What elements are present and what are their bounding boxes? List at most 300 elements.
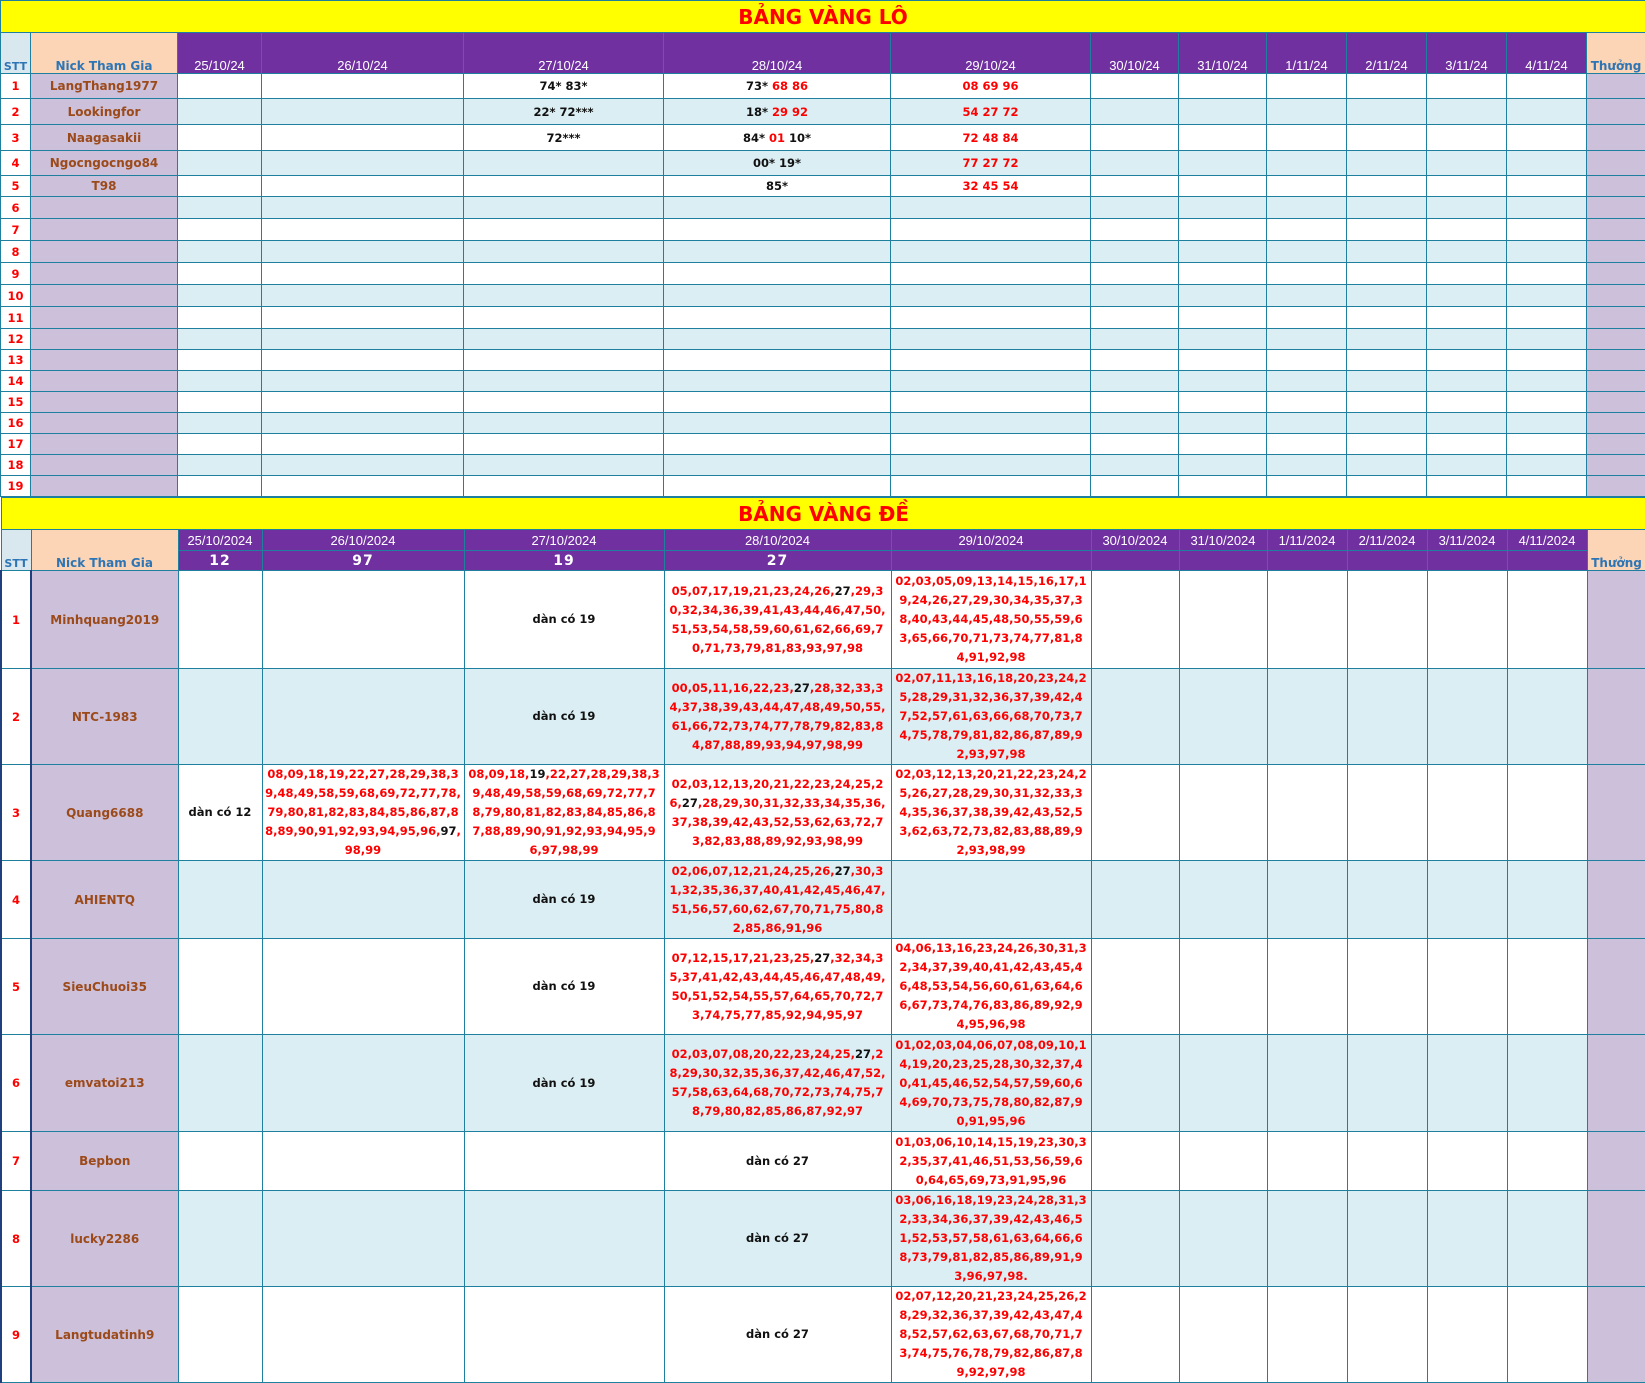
nick-name: Minhquang2019 <box>31 571 178 669</box>
result-number <box>1267 551 1347 571</box>
stt-header: STT <box>1 530 31 571</box>
data-cell <box>1427 861 1507 939</box>
data-cell <box>1091 307 1179 329</box>
nick-header: Nick Tham Gia <box>31 530 178 571</box>
nick-name <box>31 350 178 371</box>
data-cell <box>1427 350 1507 371</box>
data-cell <box>1347 371 1427 392</box>
data-cell <box>1091 99 1179 125</box>
row-number: 3 <box>1 125 31 151</box>
result-number <box>891 551 1091 571</box>
data-cell <box>1267 1035 1347 1132</box>
nick-name: AHIENTQ <box>31 861 178 939</box>
data-cell <box>1507 371 1587 392</box>
data-cell <box>1091 571 1179 669</box>
data-cell <box>262 413 464 434</box>
data-cell <box>262 285 464 307</box>
data-cell <box>464 455 664 476</box>
cell-text: 32 45 54 <box>962 179 1018 193</box>
date-header: 2/11/24 <box>1347 33 1427 74</box>
table-row <box>1 1287 1645 1383</box>
data-cell <box>178 1035 262 1132</box>
nick-name <box>31 371 178 392</box>
data-cell <box>1267 176 1347 197</box>
table-row <box>1 571 1645 669</box>
data-cell <box>891 263 1091 285</box>
data-cell <box>464 1132 664 1191</box>
date-header: 28/10/24 <box>664 33 891 74</box>
date-header: 25/10/2024 <box>178 530 262 551</box>
data-cell <box>262 329 464 350</box>
data-cell <box>1507 151 1587 176</box>
data-cell <box>1507 99 1587 125</box>
cell-text: 68 86 <box>772 79 808 93</box>
row-number: 1 <box>1 571 31 669</box>
data-cell <box>664 329 891 350</box>
data-cell <box>891 1287 1091 1383</box>
data-cell <box>464 1035 664 1132</box>
date-header: 26/10/24 <box>262 33 464 74</box>
table-row <box>1 99 1645 125</box>
data-cell <box>664 1287 891 1383</box>
row-number: 4 <box>1 861 31 939</box>
row-number: 7 <box>1 1132 31 1191</box>
nick-name: T98 <box>31 176 178 197</box>
data-cell <box>1267 285 1347 307</box>
data-cell <box>178 285 262 307</box>
date-header: 1/11/24 <box>1267 33 1347 74</box>
cell-text: ,32,34,35,37,41,42,43,44,45,46,47,48,49,50,51,52,54,55,57,64,65,70,72,73,74,75,77,85,92,94,95,97 <box>669 951 885 1022</box>
cell-text: dàn có 19 <box>533 892 596 906</box>
data-cell <box>664 1132 891 1191</box>
data-cell <box>1267 125 1347 151</box>
data-cell <box>664 476 891 497</box>
date-header: 4/11/24 <box>1507 33 1587 74</box>
data-cell <box>891 307 1091 329</box>
row-number: 3 <box>1 765 31 861</box>
data-cell <box>891 74 1091 99</box>
table-row <box>1 413 1645 434</box>
data-cell <box>464 125 664 151</box>
nick-name <box>31 329 178 350</box>
thuong-cell <box>1587 285 1645 307</box>
result-number: 19 <box>464 551 664 571</box>
row-number: 7 <box>1 219 31 241</box>
table-row <box>1 125 1645 151</box>
data-cell <box>1427 1287 1507 1383</box>
data-cell <box>664 765 891 861</box>
data-cell <box>464 329 664 350</box>
data-cell <box>1427 939 1507 1035</box>
cell-text: ,98,99 <box>345 824 461 857</box>
data-cell <box>1091 263 1179 285</box>
date-header: 31/10/24 <box>1179 33 1267 74</box>
data-cell <box>464 219 664 241</box>
date-header: 2/11/2024 <box>1347 530 1427 551</box>
table-row <box>1 434 1645 455</box>
data-cell <box>1507 219 1587 241</box>
date-header: 25/10/24 <box>178 33 262 74</box>
data-cell <box>1347 350 1427 371</box>
table-row <box>1 219 1645 241</box>
date-header: 3/11/2024 <box>1427 530 1507 551</box>
thuong-cell <box>1587 197 1645 219</box>
data-cell <box>1507 861 1587 939</box>
thuong-cell <box>1587 307 1645 329</box>
row-number: 1 <box>1 74 31 99</box>
data-cell <box>464 669 664 765</box>
data-cell <box>1267 765 1347 861</box>
data-cell <box>1507 571 1587 669</box>
data-cell <box>664 151 891 176</box>
data-cell <box>1267 455 1347 476</box>
data-cell <box>464 74 664 99</box>
data-cell <box>1347 263 1427 285</box>
data-cell <box>1427 1132 1507 1191</box>
data-cell <box>178 434 262 455</box>
data-cell <box>262 434 464 455</box>
data-cell <box>891 125 1091 151</box>
data-cell <box>664 241 891 263</box>
data-cell <box>1091 176 1179 197</box>
data-cell <box>178 765 262 861</box>
thuong-cell <box>1587 476 1645 497</box>
nick-name: Ngocngocngo84 <box>31 151 178 176</box>
data-cell <box>1427 476 1507 497</box>
cell-text: 02,03,12,13,20,21,22,23,24,25,26,27,28,29,30,31,32,33,34,35,36,37,38,39,42,43,52,53,62,63,72,73,82,83,88,89,92,93,98,99 <box>895 767 1086 857</box>
table-row <box>1 74 1645 99</box>
data-cell <box>891 765 1091 861</box>
nick-name <box>31 241 178 263</box>
thuong-header: Thưởng <box>1587 33 1645 74</box>
date-header: 4/11/2024 <box>1507 530 1587 551</box>
cell-text: 08,09,18,19,22,27,28,29,38,39,48,49,58,59,68,69,72,77,78,79,80,81,82,83,84,85,86,87,88,89,90,91,92,93,94,95,96, <box>265 767 461 838</box>
nick-name <box>31 197 178 219</box>
data-cell <box>1507 434 1587 455</box>
table-row <box>1 241 1645 263</box>
row-number: 17 <box>1 434 31 455</box>
thuong-cell <box>1587 371 1645 392</box>
data-cell <box>1507 455 1587 476</box>
date-header: 29/10/24 <box>891 33 1091 74</box>
cell-text: 27 <box>682 796 698 810</box>
data-cell <box>178 125 262 151</box>
data-cell <box>178 350 262 371</box>
nick-name <box>31 455 178 476</box>
cell-text: 84* <box>743 131 769 145</box>
data-cell <box>891 151 1091 176</box>
date-header: 27/10/2024 <box>464 530 664 551</box>
thuong-cell <box>1587 151 1645 176</box>
data-cell <box>891 392 1091 413</box>
date-header: 30/10/24 <box>1091 33 1179 74</box>
de-table <box>0 497 1645 1383</box>
thuong-cell <box>1587 241 1645 263</box>
table-row <box>1 455 1645 476</box>
data-cell <box>262 263 464 285</box>
data-cell <box>1091 1132 1179 1191</box>
data-cell <box>178 392 262 413</box>
cell-text: ,29,30,32,34,36,39,41,43,44,46,47,50,51,53,54,58,59,60,61,62,66,69,70,71,73,79,81,83,93,97,98 <box>669 584 885 655</box>
data-cell <box>891 455 1091 476</box>
data-cell <box>664 99 891 125</box>
data-cell <box>1267 669 1347 765</box>
data-cell <box>1347 151 1427 176</box>
thuong-cell <box>1587 329 1645 350</box>
data-cell <box>1267 329 1347 350</box>
data-cell <box>1347 413 1427 434</box>
data-cell <box>178 307 262 329</box>
data-cell <box>262 350 464 371</box>
data-cell <box>891 1191 1091 1287</box>
nick-name: lucky2286 <box>31 1191 178 1287</box>
data-cell <box>891 476 1091 497</box>
data-cell <box>1427 176 1507 197</box>
data-cell <box>1267 1287 1347 1383</box>
data-cell <box>1267 219 1347 241</box>
de-title: BẢNG VÀNG ĐỀ <box>1 498 1645 530</box>
data-cell <box>664 125 891 151</box>
data-cell <box>178 455 262 476</box>
cell-text: 27 <box>794 681 810 695</box>
cell-text: 27 <box>814 951 830 965</box>
data-cell <box>262 99 464 125</box>
data-cell <box>1427 765 1507 861</box>
cell-text: 08 69 96 <box>962 79 1018 93</box>
data-cell <box>464 476 664 497</box>
data-cell <box>664 413 891 434</box>
table-row <box>1 861 1645 939</box>
data-cell <box>1091 125 1179 151</box>
data-cell <box>1427 434 1507 455</box>
result-number <box>1179 551 1267 571</box>
nick-name <box>31 413 178 434</box>
table-row <box>1 669 1645 765</box>
data-cell <box>1507 1191 1587 1287</box>
data-cell <box>1179 74 1267 99</box>
data-cell <box>178 151 262 176</box>
data-cell <box>664 455 891 476</box>
nick-name: Quang6688 <box>31 765 178 861</box>
nick-name <box>31 285 178 307</box>
data-cell <box>1427 151 1507 176</box>
nick-name: NTC-1983 <box>31 669 178 765</box>
data-cell <box>1091 669 1179 765</box>
data-cell <box>1179 1287 1267 1383</box>
data-cell <box>178 263 262 285</box>
row-number: 11 <box>1 307 31 329</box>
cell-text: 08,09,18, <box>468 767 529 781</box>
cell-text: dàn có 19 <box>533 1076 596 1090</box>
data-cell <box>1179 329 1267 350</box>
data-cell <box>1507 74 1587 99</box>
data-cell <box>1091 329 1179 350</box>
data-cell <box>178 197 262 219</box>
data-cell <box>464 176 664 197</box>
data-cell <box>1091 765 1179 861</box>
data-cell <box>1267 371 1347 392</box>
thuong-cell <box>1587 1035 1645 1132</box>
cell-text: 05,07,17,19,21,23,24,26, <box>672 584 835 598</box>
date-header: 29/10/2024 <box>891 530 1091 551</box>
cell-text: 27 <box>855 1047 871 1061</box>
thuong-cell <box>1587 861 1645 939</box>
data-cell <box>1179 455 1267 476</box>
data-cell <box>1091 151 1179 176</box>
row-number: 13 <box>1 350 31 371</box>
data-cell <box>1267 151 1347 176</box>
date-header: 3/11/24 <box>1427 33 1507 74</box>
cell-text: dàn có 12 <box>189 805 252 819</box>
data-cell <box>1179 285 1267 307</box>
data-cell <box>1347 307 1427 329</box>
data-cell <box>1179 176 1267 197</box>
table-row <box>1 1132 1645 1191</box>
row-number: 5 <box>1 939 31 1035</box>
thuong-cell <box>1587 669 1645 765</box>
data-cell <box>464 1287 664 1383</box>
data-cell <box>178 371 262 392</box>
data-cell <box>1427 219 1507 241</box>
data-cell <box>464 151 664 176</box>
data-cell <box>1267 861 1347 939</box>
data-cell <box>262 241 464 263</box>
data-cell <box>1347 765 1427 861</box>
data-cell <box>1427 263 1507 285</box>
data-cell <box>1507 1287 1587 1383</box>
data-cell <box>262 125 464 151</box>
data-cell <box>262 176 464 197</box>
data-cell <box>464 350 664 371</box>
cell-text: ,28,29,30,31,32,33,34,35,36,37,38,39,42,43,52,53,62,63,72,73,82,83,88,89,92,93,98,99 <box>672 796 886 848</box>
data-cell <box>178 571 262 669</box>
cell-text: ,28,29,30,32,35,36,37,42,46,47,52,57,58,63,64,68,70,72,73,74,75,78,79,80,82,85,86,87,92,97 <box>669 1047 885 1118</box>
data-cell <box>464 861 664 939</box>
data-cell <box>1091 350 1179 371</box>
data-cell <box>664 176 891 197</box>
data-cell <box>1179 151 1267 176</box>
thuong-cell <box>1587 939 1645 1035</box>
data-cell <box>178 861 262 939</box>
row-number: 9 <box>1 263 31 285</box>
date-header: 28/10/2024 <box>664 530 891 551</box>
table-row <box>1 1035 1645 1132</box>
row-number: 2 <box>1 99 31 125</box>
table-row <box>1 765 1645 861</box>
row-number: 9 <box>1 1287 31 1383</box>
lo-title: BẢNG VÀNG LÔ <box>1 1 1645 33</box>
cell-text: dàn có 27 <box>746 1327 809 1341</box>
row-number: 12 <box>1 329 31 350</box>
cell-text: 02,07,12,20,21,23,24,25,26,28,29,32,36,37,39,42,43,47,48,52,57,62,63,67,68,70,71,73,74,75,76,78,79,82,86,87,89,92,97,98 <box>895 1289 1086 1379</box>
table-row <box>1 371 1645 392</box>
data-cell <box>1179 241 1267 263</box>
data-cell <box>1347 571 1427 669</box>
data-cell <box>1091 413 1179 434</box>
data-cell <box>1427 197 1507 219</box>
data-cell <box>1507 1132 1587 1191</box>
data-cell <box>1427 571 1507 669</box>
data-cell <box>464 765 664 861</box>
data-cell <box>178 939 262 1035</box>
data-cell <box>1427 285 1507 307</box>
data-cell <box>1179 669 1267 765</box>
data-cell <box>1267 307 1347 329</box>
data-cell <box>1179 571 1267 669</box>
cell-text: dàn có 19 <box>533 979 596 993</box>
table-row <box>1 350 1645 371</box>
data-cell <box>1267 241 1347 263</box>
data-cell <box>464 241 664 263</box>
thuong-cell <box>1587 455 1645 476</box>
table-row <box>1 939 1645 1035</box>
thuong-cell <box>1587 1191 1645 1287</box>
data-cell <box>1179 392 1267 413</box>
table-row <box>1 285 1645 307</box>
data-cell <box>1267 263 1347 285</box>
row-number: 8 <box>1 1191 31 1287</box>
data-cell <box>891 176 1091 197</box>
thuong-cell <box>1587 99 1645 125</box>
data-cell <box>1091 1035 1179 1132</box>
data-cell <box>1427 392 1507 413</box>
data-cell <box>1507 350 1587 371</box>
data-cell <box>1507 263 1587 285</box>
data-cell <box>1267 1191 1347 1287</box>
thuong-cell <box>1587 263 1645 285</box>
data-cell <box>1267 413 1347 434</box>
data-cell <box>1347 1287 1427 1383</box>
stt-header: STT <box>1 33 31 74</box>
data-cell <box>664 307 891 329</box>
data-cell <box>1347 434 1427 455</box>
cell-text: 07,12,15,17,21,23,25, <box>672 951 815 965</box>
cell-text: 97 <box>440 824 456 838</box>
data-cell <box>1507 476 1587 497</box>
data-cell <box>1179 413 1267 434</box>
table-row <box>1 476 1645 497</box>
data-cell <box>664 571 891 669</box>
row-number: 2 <box>1 669 31 765</box>
data-cell <box>1091 1191 1179 1287</box>
data-cell <box>1179 219 1267 241</box>
thuong-cell <box>1587 765 1645 861</box>
data-cell <box>1091 455 1179 476</box>
cell-text: 54 27 72 <box>962 105 1018 119</box>
table-row <box>1 197 1645 219</box>
data-cell <box>1507 669 1587 765</box>
data-cell <box>891 434 1091 455</box>
data-cell <box>891 99 1091 125</box>
cell-text: 22* 72*** <box>533 105 593 119</box>
data-cell <box>664 939 891 1035</box>
data-cell <box>1179 263 1267 285</box>
result-number <box>1427 551 1507 571</box>
row-number: 4 <box>1 151 31 176</box>
data-cell <box>1347 74 1427 99</box>
nick-header: Nick Tham Gia <box>31 33 178 74</box>
data-cell <box>664 263 891 285</box>
data-cell <box>1267 350 1347 371</box>
data-cell <box>178 219 262 241</box>
data-cell <box>1347 939 1427 1035</box>
data-cell <box>1091 197 1179 219</box>
cell-text: 72 48 84 <box>962 131 1018 145</box>
thuong-cell <box>1587 125 1645 151</box>
data-cell <box>891 350 1091 371</box>
cell-text: dàn có 27 <box>746 1154 809 1168</box>
data-cell <box>1507 392 1587 413</box>
